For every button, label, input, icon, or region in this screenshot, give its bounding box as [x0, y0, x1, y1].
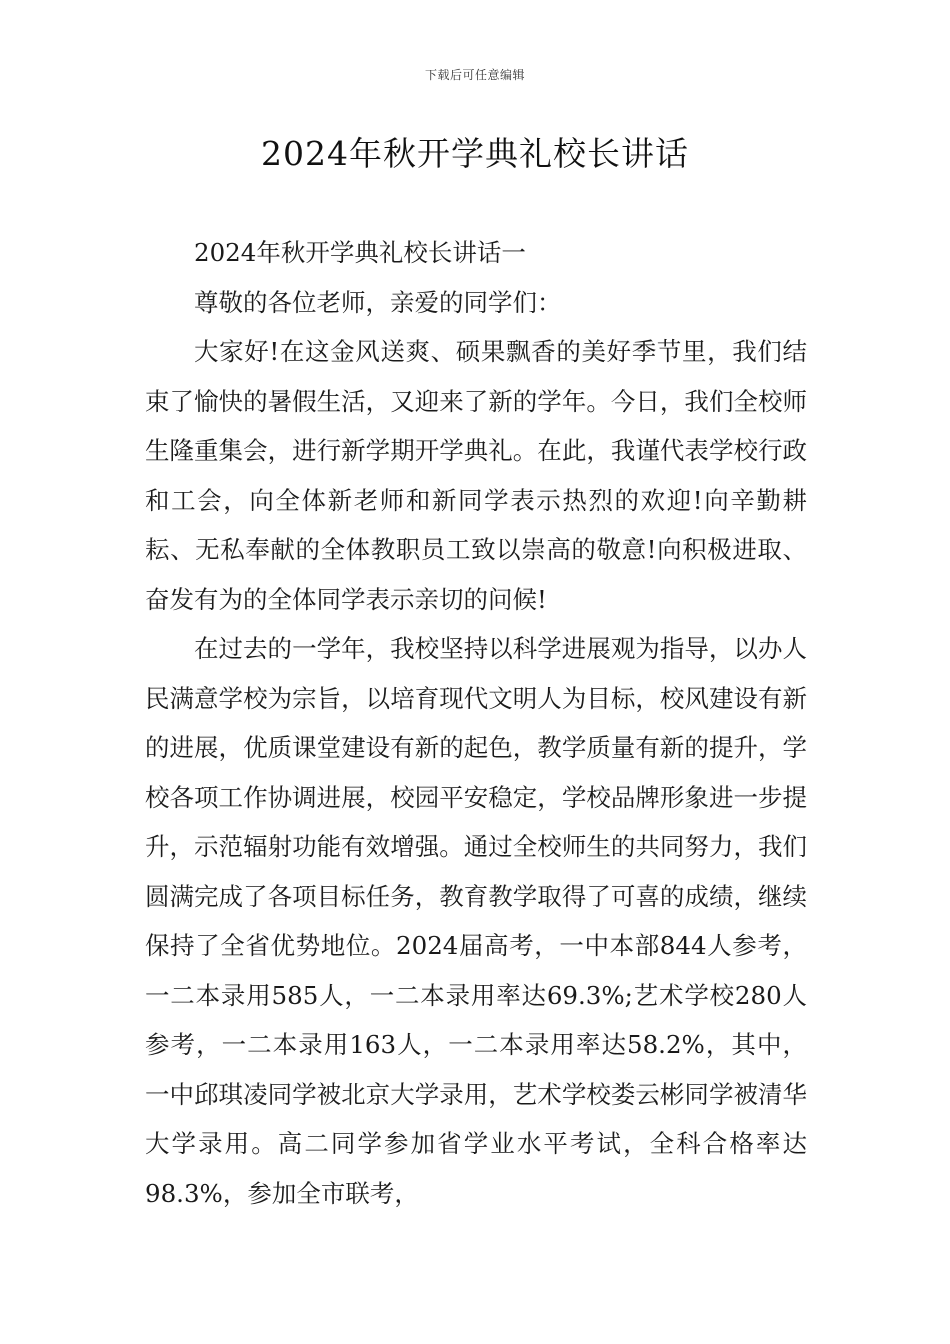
paragraph-greeting: 大家好!在这金风送爽、硕果飘香的美好季节里，我们结束了愉快的暑假生活，又迎来了新的学年。今日，我们全校师生隆重集会，进行新学期开学典礼。在此，我谨代表学校行政和工会，向全体新老师和新同学表示热烈的欢迎!向辛勤耕耘、无私奉献的全体教职员工致以崇高的敬意!向积极进取、奋发有为的全体同学表示亲切的问候! — [145, 337, 807, 614]
header-note: 下载后可任意编辑 — [424, 68, 525, 82]
paragraph-subtitle: 2024年秋开学典礼校长讲话一 — [194, 238, 526, 267]
paragraph-review: 在过去的一学年，我校坚持以科学进展观为指导，以办人民满意学校为宗旨，以培育现代文明人为目标，校风建设有新的进展，优质课堂建设有新的起色，教学质量有新的提升，学校各项工作协调进展，校园平安稳定，学校品牌形象进一步提升，示范辐射功能有效增强。通过全校师生的共同努力，我们圆满完成了各项目标任务，教育教学取得了可喜的成绩，继续保持了全省优势地位。2024届高考，一中本部844人参考，一二本录用585人，一二本录用率达69.3%;艺术学校280人参考，一二本录用163人，一二本录用率达58.2%，其中，一中邱琪凌同学被北京大学录用，艺术学校娄云彬同学被清华大学录用。高二同学参加省学业水平考试，全科合格率达98.3%，参加全市联考， — [145, 634, 807, 1208]
document-title: 2024年秋开学典礼校长讲话 — [261, 134, 689, 173]
document-body — [145, 228, 807, 1218]
paragraph-salutation: 尊敬的各位老师，亲爱的同学们： — [194, 287, 562, 317]
